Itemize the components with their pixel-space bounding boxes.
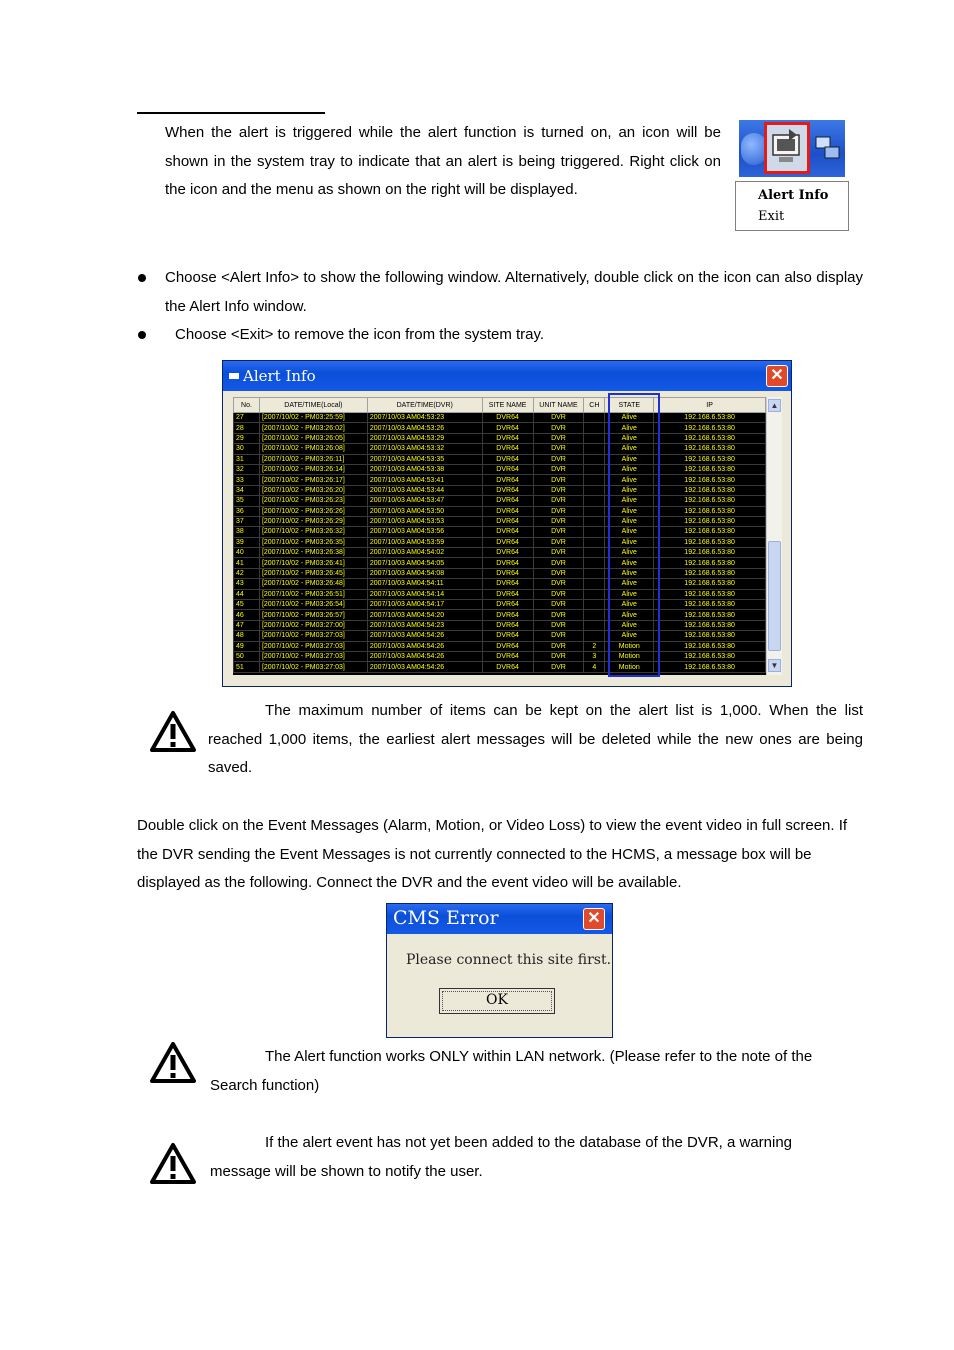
table-cell: [2007/10/02 - PM03:26:54] [259,600,367,610]
table-cell: 192.168.6.53:80 [654,620,766,630]
table-row[interactable] [234,620,766,630]
table-cell: DVR [533,568,584,578]
table-cell: 2007/10/03 AM04:53:47 [367,496,482,506]
table-cell: [2007/10/02 - PM03:27:03] [259,662,367,672]
table-cell: DVR64 [482,631,533,641]
table-cell: DVR [533,433,584,443]
table-cell: DVR64 [482,527,533,537]
table-cell: DVR [533,548,584,558]
table-cell: Alive [605,454,654,464]
table-cell: [2007/10/02 - PM03:26:02] [259,423,367,433]
table-cell: 192.168.6.53:80 [654,548,766,558]
table-cell: DVR [533,506,584,516]
table-cell: DVR64 [482,454,533,464]
table-cell: 2007/10/03 AM04:53:53 [367,516,482,526]
table-cell: 3 [584,651,605,661]
table-cell: 39 [234,537,260,547]
table-row[interactable] [234,444,766,454]
table-row[interactable] [234,423,766,433]
table-cell: DVR64 [482,589,533,599]
table-cell: 2007/10/03 AM04:53:29 [367,433,482,443]
table-cell: DVR64 [482,516,533,526]
table-cell [584,548,605,558]
table-cell [584,568,605,578]
table-cell: 192.168.6.53:80 [654,651,766,661]
table-cell [584,464,605,474]
table-cell: Alive [605,413,654,423]
warning-triangle-icon [149,1041,197,1085]
table-row[interactable] [234,506,766,516]
table-cell [584,444,605,454]
column-header[interactable]: IP [654,398,766,413]
table-cell: Alive [605,433,654,443]
table-cell: DVR [533,641,584,651]
table-cell: DVR [533,662,584,672]
bullet-dot-icon [137,273,147,283]
table-row[interactable] [234,433,766,443]
table-cell: 192.168.6.53:80 [654,464,766,474]
table-cell: 192.168.6.53:80 [654,589,766,599]
table-cell: DVR64 [482,651,533,661]
table-cell: 48 [234,631,260,641]
table-cell: DVR [533,475,584,485]
table-cell: [2007/10/02 - PM03:26:41] [259,558,367,568]
table-cell: DVR [533,579,584,589]
table-cell: DVR64 [482,568,533,578]
table-cell: 45 [234,600,260,610]
table-cell: 36 [234,506,260,516]
table-cell: 32 [234,464,260,474]
table-cell: [2007/10/02 - PM03:26:05] [259,433,367,443]
table-cell [584,475,605,485]
table-cell: 28 [234,423,260,433]
table-cell: [2007/10/02 - PM03:26:38] [259,548,367,558]
table-cell: [2007/10/02 - PM03:26:45] [259,568,367,578]
table-cell: 2007/10/03 AM04:54:14 [367,589,482,599]
warning-triangle-icon [149,1142,197,1186]
table-cell: 2007/10/03 AM04:53:35 [367,454,482,464]
table-cell [584,423,605,433]
table-cell: 33 [234,475,260,485]
table-cell [584,506,605,516]
table-cell [584,454,605,464]
table-cell: [2007/10/02 - PM03:26:08] [259,444,367,454]
table-cell: 192.168.6.53:80 [654,496,766,506]
table-cell [584,433,605,443]
table-row[interactable] [234,475,766,485]
table-cell: [2007/10/02 - PM03:26:29] [259,516,367,526]
table-cell: 2007/10/03 AM04:53:56 [367,527,482,537]
table-cell: DVR64 [482,506,533,516]
bullet-text-1: Choose <Alert Info> to show the following window. Alternatively, double click on the icon can also display the Alert Info window. [165,269,863,315]
column-header[interactable]: No. [234,398,260,413]
cms-error-message: Please connect this site first. [406,952,612,968]
table-row[interactable] [234,568,766,578]
close-icon[interactable]: ✕ [583,908,605,930]
network-tray-icon[interactable] [814,134,842,164]
bullet-text-2: Choose <Exit> to remove the icon from the system tray. [175,326,545,343]
menu-item-alert-info[interactable]: Alert Info [758,188,829,203]
alert-info-title: Alert Info [243,367,316,385]
table-cell: 4 [584,662,605,672]
table-cell [584,537,605,547]
alert-monitor-icon [767,125,807,171]
table-cell: 2007/10/03 AM04:53:32 [367,444,482,454]
table-cell: 2007/10/03 AM04:54:26 [367,651,482,661]
table-cell: 2007/10/03 AM04:54:26 [367,641,482,651]
table-row[interactable] [234,600,766,610]
menu-item-exit[interactable]: Exit [758,209,785,224]
table-row[interactable] [234,651,766,661]
table-cell: DVR64 [482,641,533,651]
table-cell: DVR [533,558,584,568]
table-cell: 192.168.6.53:80 [654,423,766,433]
table-row[interactable] [234,516,766,526]
table-cell: DVR [533,454,584,464]
table-cell: Alive [605,558,654,568]
table-row[interactable] [234,485,766,495]
table-row[interactable] [234,413,766,423]
scroll-down-icon[interactable]: ▼ [768,659,781,672]
table-cell: Alive [605,579,654,589]
table-cell: 2007/10/03 AM04:53:38 [367,464,482,474]
column-header[interactable]: DATE/TIME(DVR) [367,398,482,413]
table-cell: Motion [605,641,654,651]
table-cell: [2007/10/02 - PM03:26:57] [259,610,367,620]
table-cell: DVR64 [482,662,533,672]
table-cell: [2007/10/02 - PM03:26:11] [259,454,367,464]
table-cell: DVR64 [482,423,533,433]
table-row[interactable] [234,527,766,537]
table-cell: Alive [605,600,654,610]
table-cell: DVR64 [482,444,533,454]
table-cell: 192.168.6.53:80 [654,558,766,568]
alert-list-grid [233,397,766,675]
table-cell [584,527,605,537]
table-cell: DVR [533,485,584,495]
table-cell: Alive [605,506,654,516]
table-cell: 192.168.6.53:80 [654,641,766,651]
table-cell: 49 [234,641,260,651]
table-row[interactable] [234,610,766,620]
table-cell: 51 [234,662,260,672]
table-cell [584,558,605,568]
table-cell: 192.168.6.53:80 [654,662,766,672]
table-cell: DVR [533,464,584,474]
table-cell: Alive [605,496,654,506]
table-cell: DVR [533,527,584,537]
table-cell: [2007/10/02 - PM03:27:03] [259,651,367,661]
table-cell: 192.168.6.53:80 [654,537,766,547]
alert-info-window [222,360,792,687]
event-messages-paragraph: Double click on the Event Messages (Alarm, Motion, or Video Loss) to view the event video in full screen. If the DVR sending the Event Messages is not currently connected to the HCMS, a message box will be displayed as the following. Connect the DVR and the event video will be available. [137,817,848,891]
table-cell: 192.168.6.53:80 [654,475,766,485]
table-cell: Motion [605,651,654,661]
table-cell: Alive [605,527,654,537]
table-cell: 192.168.6.53:80 [654,527,766,537]
table-cell [584,610,605,620]
table-cell: DVR [533,631,584,641]
column-header[interactable]: DATE/TIME(Local) [259,398,367,413]
table-cell [584,631,605,641]
table-cell: 41 [234,558,260,568]
table-cell: 38 [234,527,260,537]
table-cell: DVR [533,516,584,526]
table-cell: DVR [533,610,584,620]
table-cell: DVR [533,589,584,599]
table-cell: DVR [533,496,584,506]
table-cell: 192.168.6.53:80 [654,485,766,495]
table-cell: DVR64 [482,485,533,495]
table-cell: 50 [234,651,260,661]
table-cell: 2007/10/03 AM04:54:05 [367,558,482,568]
table-cell: 192.168.6.53:80 [654,579,766,589]
table-cell: 2007/10/03 AM04:54:17 [367,600,482,610]
alert-info-titlebar [223,361,791,391]
table-cell: 192.168.6.53:80 [654,506,766,516]
alert-table [233,397,766,673]
table-cell: Alive [605,475,654,485]
column-header[interactable]: SITE NAME [482,398,533,413]
table-cell: DVR64 [482,548,533,558]
table-cell [584,496,605,506]
table-cell: 35 [234,496,260,506]
table-cell [584,485,605,495]
table-cell [584,600,605,610]
table-cell: 2007/10/03 AM04:53:41 [367,475,482,485]
table-cell [584,620,605,630]
column-header[interactable]: STATE [605,398,654,413]
table-cell: DVR64 [482,558,533,568]
close-icon[interactable]: ✕ [766,365,788,387]
table-cell: 2007/10/03 AM04:54:23 [367,620,482,630]
table-cell: DVR64 [482,475,533,485]
table-cell: Alive [605,516,654,526]
table-cell: 192.168.6.53:80 [654,433,766,443]
table-cell: DVR [533,620,584,630]
table-cell [584,579,605,589]
table-cell: DVR64 [482,600,533,610]
table-cell: 2007/10/03 AM04:54:08 [367,568,482,578]
table-cell: Alive [605,485,654,495]
note-database-warning: If the alert event has not yet been added to the database of the DVR, a warning message will be shown to notify the user. [210,1134,793,1180]
table-cell: 2007/10/03 AM04:53:59 [367,537,482,547]
table-cell: DVR [533,444,584,454]
table-cell: [2007/10/02 - PM03:26:51] [259,589,367,599]
table-cell: 192.168.6.53:80 [654,600,766,610]
table-cell: Alive [605,631,654,641]
cms-error-title: CMS Error [393,907,499,929]
table-cell: DVR [533,537,584,547]
table-row[interactable] [234,454,766,464]
header-rule [137,112,325,114]
table-cell: 47 [234,620,260,630]
table-row[interactable] [234,641,766,651]
table-cell: [2007/10/02 - PM03:26:26] [259,506,367,516]
alert-list-scrollbar[interactable] [766,397,782,675]
table-cell: DVR64 [482,537,533,547]
table-row[interactable] [234,631,766,641]
table-cell: DVR [533,423,584,433]
table-cell: [2007/10/02 - PM03:25:59] [259,413,367,423]
cms-error-dialog [386,903,613,1038]
cms-error-titlebar [387,904,612,934]
table-cell: 192.168.6.53:80 [654,516,766,526]
table-cell: 2007/10/03 AM04:53:26 [367,423,482,433]
table-cell: 29 [234,433,260,443]
table-cell: Motion [605,662,654,672]
tray-context-menu [735,181,849,231]
table-cell: 2007/10/03 AM04:53:50 [367,506,482,516]
table-cell: 42 [234,568,260,578]
table-cell: [2007/10/02 - PM03:26:23] [259,496,367,506]
table-cell: DVR64 [482,496,533,506]
table-cell [584,589,605,599]
table-cell: 30 [234,444,260,454]
table-cell: Alive [605,620,654,630]
table-cell: 2007/10/03 AM04:54:26 [367,631,482,641]
table-cell: 192.168.6.53:80 [654,610,766,620]
table-row[interactable] [234,589,766,599]
table-cell: 192.168.6.53:80 [654,568,766,578]
table-cell: DVR64 [482,610,533,620]
table-cell: Alive [605,548,654,558]
table-cell: 43 [234,579,260,589]
table-cell: [2007/10/02 - PM03:27:03] [259,641,367,651]
table-cell: 46 [234,610,260,620]
table-cell: 2007/10/03 AM04:54:26 [367,662,482,672]
table-row[interactable] [234,558,766,568]
table-cell: [2007/10/02 - PM03:26:20] [259,485,367,495]
table-cell: 37 [234,516,260,526]
table-cell: Alive [605,537,654,547]
table-cell: 2 [584,641,605,651]
table-cell: DVR [533,651,584,661]
table-row[interactable] [234,537,766,547]
table-cell: [2007/10/02 - PM03:27:03] [259,631,367,641]
table-cell: DVR64 [482,620,533,630]
table-cell: [2007/10/02 - PM03:26:32] [259,527,367,537]
table-cell [584,516,605,526]
table-row[interactable] [234,579,766,589]
table-cell: Alive [605,464,654,474]
table-cell: 2007/10/03 AM04:54:02 [367,548,482,558]
table-cell: [2007/10/02 - PM03:26:35] [259,537,367,547]
table-cell: DVR64 [482,433,533,443]
window-menu-icon[interactable] [229,373,239,379]
table-cell: 2007/10/03 AM04:53:44 [367,485,482,495]
column-header[interactable]: UNIT NAME [533,398,584,413]
table-cell: 34 [234,485,260,495]
alert-tray-icon[interactable] [764,122,810,174]
table-cell: Alive [605,423,654,433]
table-cell: 2007/10/03 AM04:54:20 [367,610,482,620]
table-cell: 31 [234,454,260,464]
note-max-items: The maximum number of items can be kept on the alert list is 1,000. When the list reached 1,000 items, the earliest alert messages will be deleted while the new ones are being saved. [208,702,863,776]
table-cell: DVR [533,413,584,423]
table-cell: DVR64 [482,579,533,589]
table-cell: [2007/10/02 - PM03:26:17] [259,475,367,485]
table-cell: 2007/10/03 AM04:53:23 [367,413,482,423]
table-row[interactable] [234,464,766,474]
table-row[interactable] [234,662,766,672]
scroll-up-icon[interactable]: ▲ [768,399,781,412]
table-cell: [2007/10/02 - PM03:26:48] [259,579,367,589]
table-cell: Alive [605,444,654,454]
column-header[interactable]: CH [584,398,605,413]
table-cell: 192.168.6.53:80 [654,631,766,641]
table-row[interactable] [234,496,766,506]
table-cell: 40 [234,548,260,558]
table-cell: DVR64 [482,464,533,474]
table-cell: 27 [234,413,260,423]
table-cell: Alive [605,610,654,620]
note-lan-only: The Alert function works ONLY within LAN network. (Please refer to the note of the Search function) [210,1048,813,1094]
table-cell: 192.168.6.53:80 [654,454,766,464]
table-cell: DVR [533,600,584,610]
table-cell: DVR64 [482,413,533,423]
table-cell [584,413,605,423]
table-row[interactable] [234,548,766,558]
table-cell: [2007/10/02 - PM03:27:00] [259,620,367,630]
ok-button[interactable]: OK [439,988,555,1014]
table-cell: 192.168.6.53:80 [654,444,766,454]
table-cell: [2007/10/02 - PM03:26:14] [259,464,367,474]
table-cell: Alive [605,568,654,578]
table-cell: Alive [605,589,654,599]
bullet-dot-icon [137,330,147,340]
intro-paragraph: When the alert is triggered while the alert function is turned on, an icon will be shown in the system tray to indicate that an alert is being triggered. Right click on the icon and the menu as shown on the right will be displayed. [165,124,721,198]
state-column-highlight [608,393,660,677]
warning-triangle-icon [149,710,197,754]
table-cell: 2007/10/03 AM04:54:11 [367,579,482,589]
scroll-thumb[interactable] [768,541,781,651]
table-cell: 44 [234,589,260,599]
table-cell: 192.168.6.53:80 [654,413,766,423]
